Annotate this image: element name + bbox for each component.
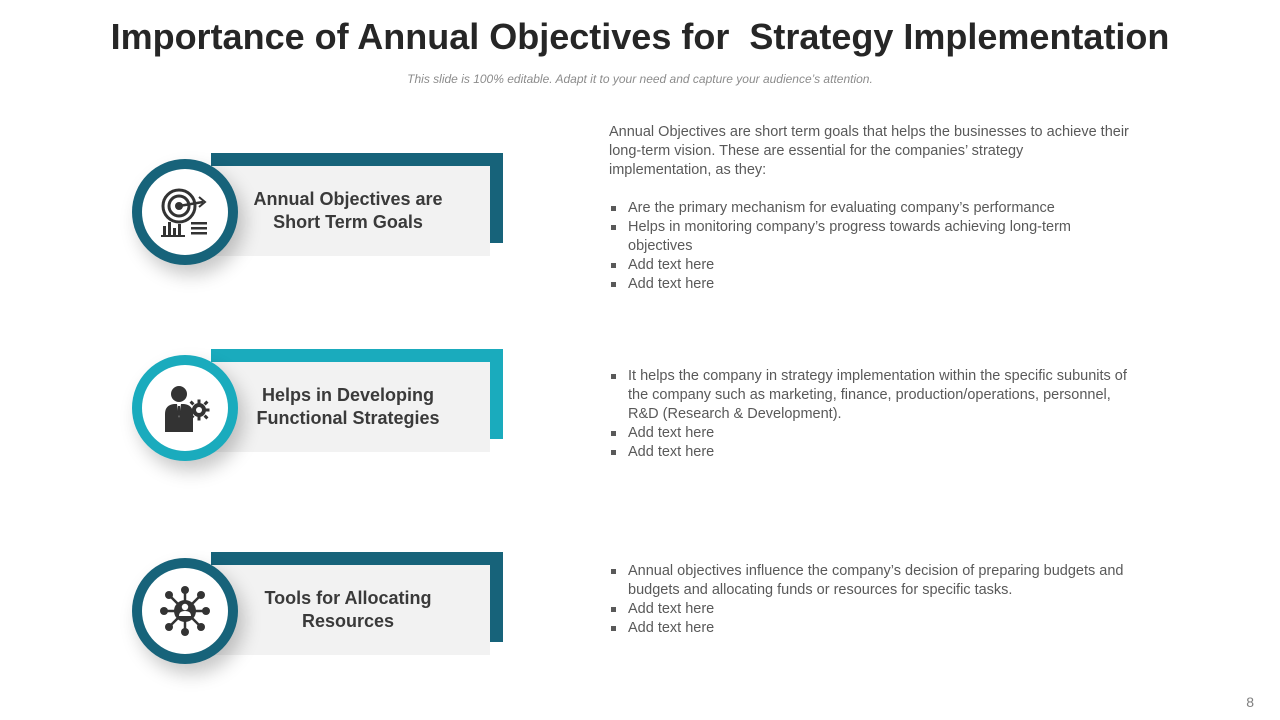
- list-item: Are the primary mechanism for evaluating company’s performance: [609, 199, 1129, 218]
- slide-subtitle: This slide is 100% editable. Adapt it to your need and capture your audience’s attention.: [407, 72, 873, 86]
- target-chart-icon: [157, 184, 213, 240]
- list-item: Add text here: [609, 619, 1129, 638]
- objective-card-1: [0, 153, 560, 268]
- detail-intro: Annual Objectives are short term goals that helps the businesses to achieve their long-term vision. These are essential for the companies’ strategy implementation, as they:: [609, 124, 1129, 178]
- resource-network-icon: [157, 583, 213, 639]
- icon-ring: [132, 159, 238, 265]
- objective-card-3: [0, 552, 560, 667]
- list-item: Add text here: [609, 600, 1129, 619]
- list-item: Add text here: [609, 256, 1129, 275]
- objective-card-2: [0, 349, 560, 464]
- detail-block-1: [609, 123, 1129, 294]
- list-item: Add text here: [609, 424, 1129, 443]
- list-item: Annual objectives influence the company’s decision of preparing budgets and budgets and allocating funds or resources for specific tasks.: [609, 562, 1129, 600]
- detail-block-2: [609, 367, 1129, 462]
- card-label: Annual Objectives are Short Term Goals: [253, 189, 443, 232]
- page-number: 8: [1246, 694, 1254, 710]
- bullet-list: [609, 199, 1129, 294]
- list-item: Add text here: [609, 275, 1129, 294]
- bullet-list: [609, 367, 1129, 462]
- card-label: Tools for Allocating Resources: [264, 588, 432, 631]
- icon-ring: [132, 558, 238, 664]
- icon-ring: [132, 355, 238, 461]
- list-item: Helps in monitoring company’s progress towards achieving long-term objectives: [609, 218, 1129, 256]
- list-item: Add text here: [609, 443, 1129, 462]
- bullet-list: [609, 562, 1129, 638]
- list-item: It helps the company in strategy implementation within the specific subunits of the company such as marketing, finance, production/operations, personnel, R&D (Research & Development).: [609, 367, 1129, 424]
- detail-block-3: [609, 562, 1129, 638]
- businessman-gear-icon: [157, 380, 213, 436]
- card-label: Helps in Developing Functional Strategies: [256, 385, 440, 428]
- slide-title: Importance of Annual Objectives for Strategy Implementation: [110, 16, 1170, 57]
